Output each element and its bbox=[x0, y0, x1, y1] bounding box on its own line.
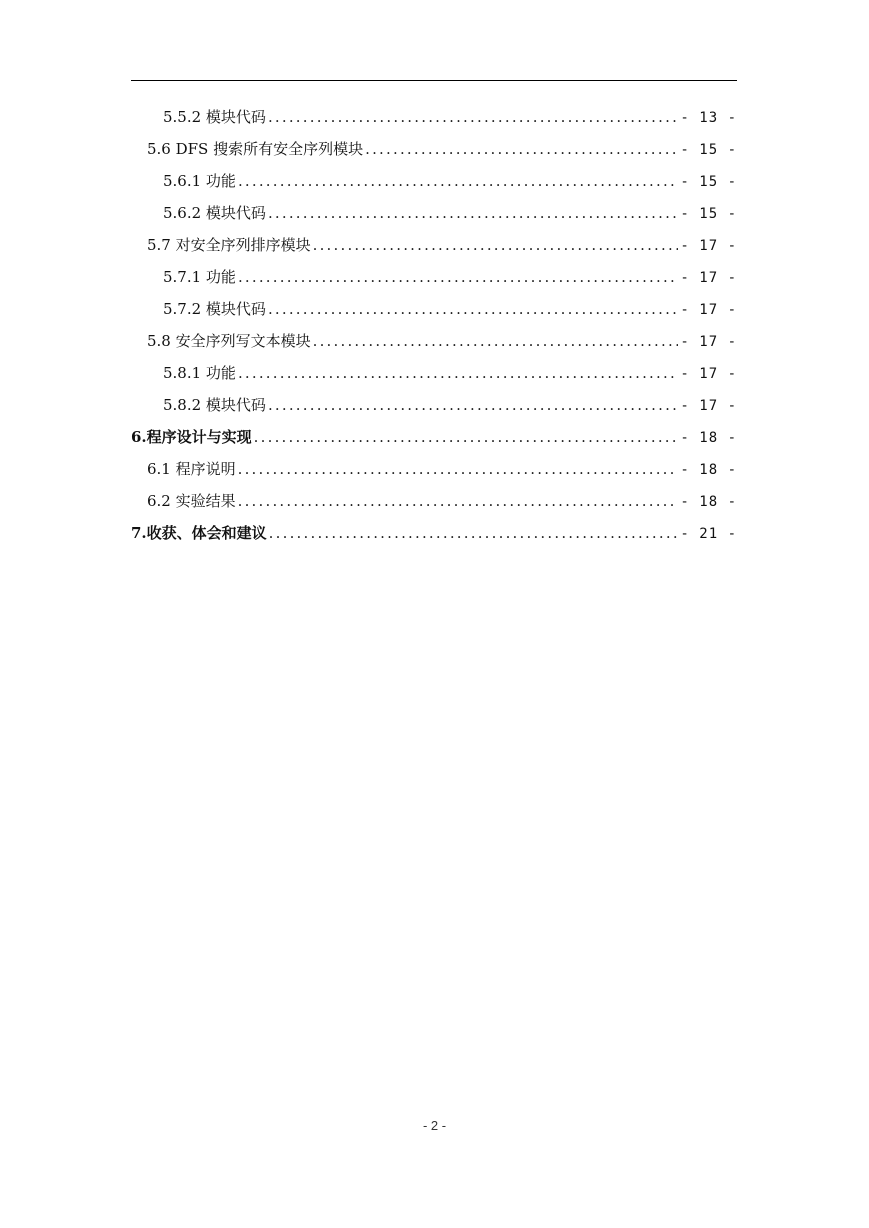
toc-entry-title: 6.2 实验结果 bbox=[147, 492, 236, 510]
toc-dot-leader bbox=[269, 517, 679, 549]
toc-dot-leader bbox=[268, 293, 678, 325]
toc-entry-page: - 18 - bbox=[680, 462, 737, 478]
toc-entry[interactable] bbox=[131, 133, 737, 165]
page-number: - 2 - bbox=[422, 1118, 447, 1133]
toc-entry-page: - 17 - bbox=[680, 334, 737, 350]
toc-entry[interactable] bbox=[131, 165, 737, 197]
toc-entry[interactable] bbox=[131, 453, 737, 485]
toc-entry[interactable] bbox=[131, 261, 737, 293]
toc-entry[interactable] bbox=[131, 229, 737, 261]
toc-entry-title: 5.8 安全序列写文本模块 bbox=[147, 332, 311, 350]
toc-entry-page: - 17 - bbox=[680, 366, 737, 382]
toc-dot-leader bbox=[238, 453, 679, 485]
toc-dot-leader bbox=[268, 389, 678, 421]
toc-dot-leader bbox=[238, 485, 679, 517]
toc-entry-title: 6.程序设计与实现 bbox=[131, 428, 252, 446]
toc-entry-page: - 18 - bbox=[680, 494, 737, 510]
toc-entry-title: 5.7 对安全序列排序模块 bbox=[147, 236, 311, 254]
toc-entry[interactable] bbox=[131, 485, 737, 517]
toc-dot-leader bbox=[268, 101, 678, 133]
toc-entry-page: - 15 - bbox=[680, 206, 737, 222]
toc-entry[interactable] bbox=[131, 517, 737, 549]
toc-entry-page: - 17 - bbox=[680, 238, 737, 254]
toc-entry[interactable] bbox=[131, 197, 737, 229]
toc-entry-page: - 17 - bbox=[680, 270, 737, 286]
toc-dot-leader bbox=[313, 325, 679, 357]
toc-entry-page: - 15 - bbox=[680, 174, 737, 190]
toc-entry[interactable] bbox=[131, 421, 737, 453]
toc-dot-leader bbox=[238, 261, 678, 293]
header-rule bbox=[131, 80, 737, 81]
toc-entry[interactable] bbox=[131, 357, 737, 389]
toc-entry-title: 5.5.2 模块代码 bbox=[163, 108, 266, 126]
toc-entry-title: 5.8.1 功能 bbox=[163, 364, 236, 382]
toc-entry-title: 5.6 DFS 搜索所有安全序列模块 bbox=[147, 140, 364, 158]
toc-entry[interactable] bbox=[131, 325, 737, 357]
toc-dot-leader bbox=[238, 165, 678, 197]
toc-entry-title: 5.6.2 模块代码 bbox=[163, 204, 266, 222]
toc-dot-leader bbox=[365, 133, 678, 165]
toc-entry-page: - 17 - bbox=[680, 302, 737, 318]
toc-dot-leader bbox=[268, 197, 678, 229]
toc-entry-title: 5.7.1 功能 bbox=[163, 268, 236, 286]
toc-entry-title: 6.1 程序说明 bbox=[147, 460, 236, 478]
toc-entry-page: - 21 - bbox=[680, 526, 737, 542]
toc-entry-page: - 15 - bbox=[680, 142, 737, 158]
table-of-contents bbox=[131, 101, 737, 549]
toc-entry-title: 5.7.2 模块代码 bbox=[163, 300, 266, 318]
toc-dot-leader bbox=[238, 357, 678, 389]
toc-entry-title: 5.6.1 功能 bbox=[163, 172, 236, 190]
toc-entry-page: - 18 - bbox=[680, 430, 737, 446]
toc-dot-leader bbox=[313, 229, 679, 261]
toc-dot-leader bbox=[254, 421, 679, 453]
toc-entry-title: 5.8.2 模块代码 bbox=[163, 396, 266, 414]
toc-entry[interactable] bbox=[131, 293, 737, 325]
toc-entry-page: - 17 - bbox=[680, 398, 737, 414]
toc-entry-title: 7.收获、体会和建议 bbox=[131, 524, 267, 542]
toc-entry[interactable] bbox=[131, 101, 737, 133]
toc-entry-page: - 13 - bbox=[680, 110, 737, 126]
toc-entry[interactable] bbox=[131, 389, 737, 421]
